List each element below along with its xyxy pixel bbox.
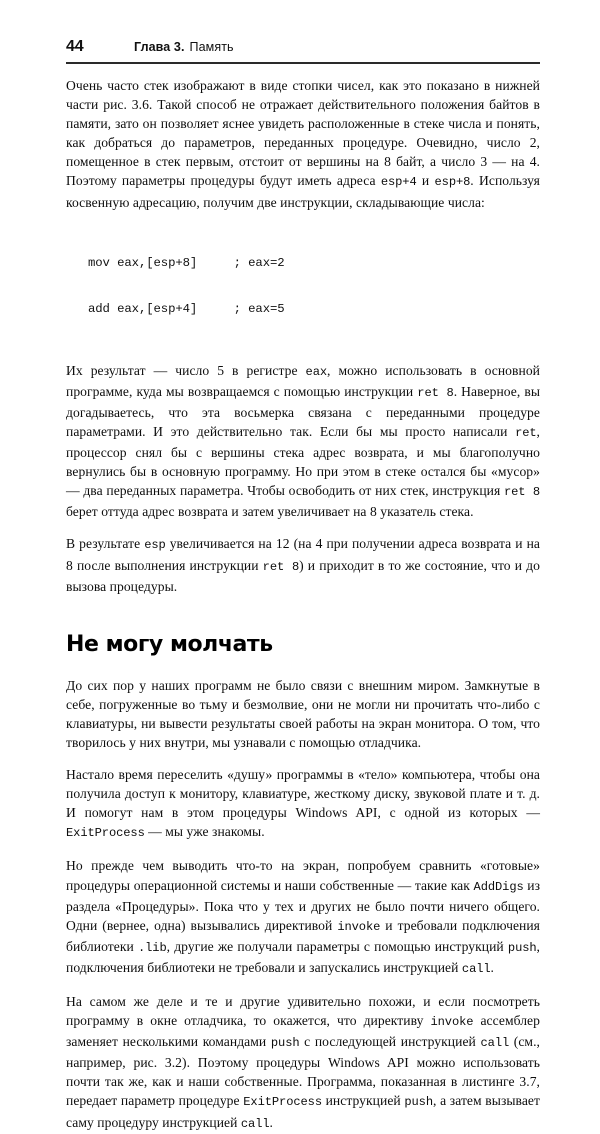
paragraph-text: ) и приходит в то же состояние, что и до вызова процедуры. [66, 557, 540, 594]
code-line: mov eax,[esp+8] ; eax=2 [88, 255, 285, 270]
inline-code-esp-plus-4: esp+4 [380, 175, 417, 190]
paragraph-text: В результате [66, 536, 145, 552]
paragraph-no-io [66, 676, 540, 752]
inline-code-lib: .lib [137, 940, 167, 955]
inline-code-ret: ret [515, 425, 537, 440]
inline-code-push: push [404, 1095, 433, 1110]
inline-code-exitprocess: ExitProcess [66, 826, 145, 841]
paragraph-text: инструкцией [321, 1093, 405, 1109]
header-rule [66, 62, 540, 64]
body-column [66, 76, 540, 1134]
paragraph-text: — мы уже знакомы. [144, 824, 265, 840]
paragraph-text: . Наверное, вы догадываетесь, что эта восьмерка связана с переданными процедуре параметрами. И это действительно так. Если бы мы просто написали [66, 383, 541, 439]
running-head-line [66, 38, 540, 58]
chapter-label: Глава 3. [134, 40, 185, 54]
paragraph-text: берет оттуда адрес возврата и затем увеличивает на 8 указатель стека. [66, 504, 474, 520]
inline-code-push: push [270, 1036, 300, 1051]
paragraph-text: Настало время переселить «душу» программы в «тело» компьютера, чтобы она получила доступ к монитору, клавиатуре, жесткому диску, звуковой плате и т. д. И помогут нам в этом процедуры Windows API, с одной из которых — [66, 767, 540, 821]
paragraph-winapi-intro [66, 765, 540, 843]
paragraph-invoke-expansion [66, 992, 540, 1134]
paragraph-text: , другие же получали параметры с помощью инструкций [166, 938, 508, 954]
paragraph-text: . [490, 959, 494, 975]
paragraph-text: . Используя косвенную адресацию, получим две инструкции, складывающие числа: [66, 173, 540, 210]
inline-code-call: call [240, 1116, 270, 1131]
inline-code-invoke: invoke [430, 1015, 474, 1030]
paragraph-text: , процессор снял бы с вершины стека адрес возврата, и мы благополучно вернулись бы в основную программу. Но при этом в стеке остался бы «мусор» — два переданных параметра. Чтобы освободить от них стек, инструкция [66, 423, 540, 499]
paragraph-text: , а затем вызывает саму процедуру инструкцией [66, 1093, 540, 1130]
code-line: add eax,[esp+4] ; eax=5 [88, 302, 285, 317]
inline-code-push: push [507, 940, 537, 955]
section-heading: Не могу молчать [66, 631, 273, 657]
code-listing [66, 225, 540, 349]
inline-code-ret-8: ret 8 [262, 559, 300, 574]
inline-code-ret-8: ret 8 [503, 485, 540, 500]
paragraph-text: и [416, 173, 435, 189]
paragraph-text: Очень часто стек изображают в виде стопки чисел, как это показано в нижней части рис. 3.6. Такой способ не отражает действительного положения байтов в памяти, зато он позволяет яснее увидеть расположенные в стеке числа и понять, как добраться до параметров, переданных процедуре. Очевидно, число 2, помещенное в стек первым, отстоит от вершины на 8 байт, а число 3 — на 4. Поэтому параметры процедуры будут иметь адреса [66, 78, 540, 189]
paragraph-text: Их результат — число 5 в регистре [66, 362, 306, 378]
paragraph-stack-diagram [66, 76, 540, 212]
inline-code-adddigs: AddDigs [473, 879, 524, 894]
paragraph-text: , подключения библиотеки не требовали и запускались инструкцией [66, 938, 540, 975]
running-head [66, 38, 540, 68]
paragraph-text: , можно использовать в основной программе, куда мы возвращаемся с помощью инструкции [66, 362, 540, 399]
paragraph-text: ассемблер заменяет несколькими командами [66, 1013, 540, 1050]
paragraph-text: До сих пор у наших программ не было связи с внешним миром. Замкнутые в себе, погруженные во тьму и безмолвие, они не могли ни прочитать что-либо с клавиатуры, ни вывести результаты своей работы на экран монитора. О том, что творилось у них внутри, мы узнавали с помощью отладчика. [66, 677, 540, 750]
paragraph-text: увеличивается на 12 (на 4 при получении адреса возврата и на 8 после выполнения инструкции [66, 536, 541, 573]
inline-code-eax: eax [305, 364, 328, 379]
paragraph-esp-result [66, 534, 540, 595]
paragraph-text: из раздела «Процедуры». Пока что у тех и других не было почти ничего общего. Одни (вернее, одна) вызывались директивой [66, 877, 540, 933]
inline-code-esp-plus-8: esp+8 [434, 175, 471, 190]
inline-code-ret-8: ret 8 [417, 385, 454, 400]
page-number: 44 [66, 38, 84, 55]
paragraph-text: и требовали подключения библиотеки [66, 917, 540, 954]
inline-code-call: call [480, 1036, 510, 1051]
inline-code-esp: esp [144, 538, 166, 553]
chapter-title: Память [189, 40, 234, 54]
inline-code-call: call [461, 961, 491, 976]
paragraph-text: с последующей инструкцией [299, 1034, 481, 1050]
paragraph-compare-procedures [66, 856, 540, 979]
paragraph-text: . [269, 1114, 273, 1130]
paragraph-ret-explanation [66, 361, 540, 522]
inline-code-exitprocess: ExitProcess [243, 1095, 322, 1110]
paragraph-text: На самом же деле и те и другие удивительно похожи, и если посмотреть программу в окне отладчика, то окажется, что директиву [66, 994, 540, 1029]
paragraph-text: Но прежде чем выводить что-то на экран, попробуем сравнить «готовые» процедуры операционной системы и наши собственные — такие как [66, 858, 540, 893]
inline-code-invoke: invoke [337, 919, 381, 934]
paragraph-text: (см., например, рис. 3.2). Поэтому процедуры Windows API можно использовать почти так же, как и наши собственные. Программа, показанная в листинге 3.7, передает параметр процедуре [66, 1034, 540, 1109]
